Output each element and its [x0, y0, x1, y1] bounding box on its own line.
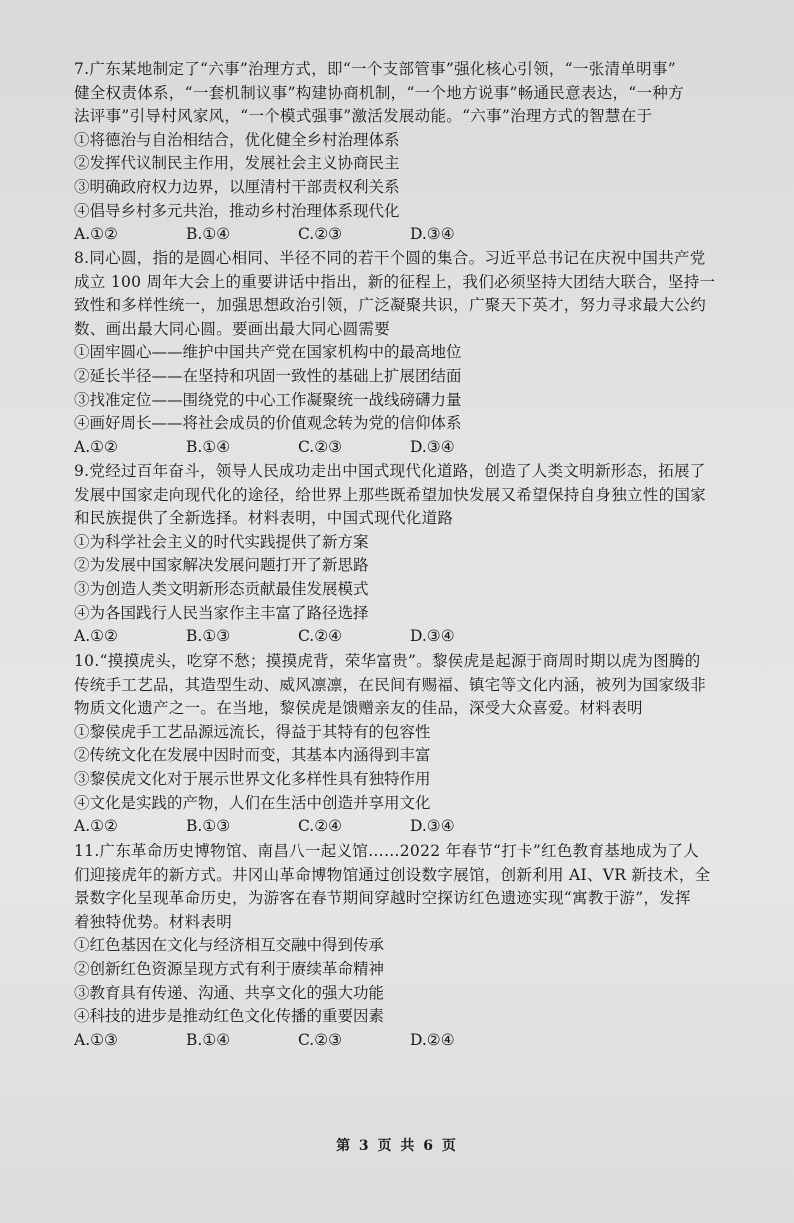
option-2: ②为发展中国家解决发展问题打开了新思路 — [74, 556, 369, 575]
answer-d: D.③④ — [410, 627, 455, 646]
answer-a: A.①② — [74, 817, 118, 836]
answer-d: D.③④ — [410, 817, 455, 836]
answer-d: D.③④ — [410, 225, 455, 244]
stem-line: 着独特优势。材料表明 — [74, 912, 233, 931]
answer-b: B.①③ — [186, 627, 231, 646]
option-4: ④文化是实践的产物，人们在生活中创造并享用文化 — [74, 793, 431, 812]
answer-a: A.①② — [74, 627, 118, 646]
option-1: ①将德治与自治相结合，优化健全乡村治理体系 — [74, 130, 400, 149]
option-3: ③黎侯虎文化对于展示世界文化多样性具有独特作用 — [74, 769, 431, 788]
option-4: ④倡导乡村多元共治，推动乡村治理体系现代化 — [74, 201, 400, 220]
answer-b: B.①④ — [186, 437, 231, 456]
stem-line: 9.党经过百年奋斗，领导人民成功走出中国式现代化道路，创造了人类文明新形态，拓展了 — [74, 462, 706, 480]
stem-line: 法评事”引导村风家风，“一个模式强事”激活发展动能。“六事”治理方式的智慧在于 — [74, 107, 653, 126]
option-1: ①红色基因在文化与经济相互交融中得到传承 — [74, 936, 385, 955]
option-2: ②延长半径——在坚持和巩固一致性的基础上扩展团结面 — [74, 366, 462, 385]
stem-line: 10.“摸摸虎头，吃穿不愁；摸摸虎背，荣华富贵”。黎侯虎是起源于商周时期以虎为图腾的 — [74, 652, 701, 670]
answer-a: A.①② — [74, 225, 118, 244]
question-stem — [74, 650, 724, 721]
question-8 — [74, 247, 724, 459]
question-10 — [74, 650, 724, 839]
option-3: ③明确政府权力边界，以厘清村干部责权利关系 — [74, 177, 400, 196]
answer-b: B.①③ — [186, 817, 231, 836]
stem-line: 致性和多样性统一，加强思想政治引领，广泛凝聚共识，广聚天下英才，努力寻求最大公约 — [74, 296, 707, 315]
answer-c: C.②③ — [298, 1030, 343, 1049]
answer-choices — [74, 625, 724, 649]
answer-b: B.①④ — [186, 225, 231, 244]
option-2: ②传统文化在发展中因时而变，其基本内涵得到丰富 — [74, 746, 431, 765]
question-stem — [74, 247, 724, 341]
answer-c: C.②④ — [298, 817, 343, 836]
stem-line: 景数字化呈现革命历史，为游客在春节期间穿越时空探访红色遗迹实现“寓教于游”，发挥 — [74, 889, 691, 908]
question-stem — [74, 840, 724, 934]
stem-line: 7.广东某地制定了“六事”治理方式，即“一个支部管事”强化核心引领，“一张清单明事” — [74, 60, 676, 78]
answer-choices — [74, 436, 724, 460]
option-4: ④为各国践行人民当家作主丰富了路径选择 — [74, 603, 369, 622]
stem-line: 数、画出最大同心圆。要画出最大同心圆需要 — [74, 319, 391, 338]
answer-c: C.②③ — [298, 225, 343, 244]
answer-a: A.①② — [74, 437, 118, 456]
stem-line: 发展中国家走向现代化的途径，给世界上那些既希望加快发展又希望保持自身独立性的国家 — [74, 485, 707, 504]
answer-choices — [74, 1029, 724, 1053]
answer-choices — [74, 223, 724, 247]
answer-b: B.①④ — [186, 1030, 231, 1049]
stem-line: 们迎接虎年的新方式。井冈山革命博物馆通过创设数字展馆，创新利用 AI、VR 新技术，全 — [74, 865, 711, 884]
option-4: ④科技的进步是推动红色文化传播的重要因素 — [74, 1007, 385, 1026]
page-number: 第 3 页 共 6 页 — [336, 1138, 458, 1154]
option-1: ①黎侯虎手工艺品源远流长，得益于其特有的包容性 — [74, 722, 431, 741]
option-4: ④画好周长——将社会成员的价值观念转为党的信仰体系 — [74, 414, 462, 433]
option-3: ③找准定位——围绕党的中心工作凝聚统一战线磅礴力量 — [74, 390, 462, 409]
option-3: ③教育具有传递、沟通、共享文化的强大功能 — [74, 983, 385, 1002]
answer-c: C.②③ — [298, 437, 343, 456]
option-3: ③为创造人类文明新形态贡献最佳发展模式 — [74, 579, 369, 598]
option-1: ①为科学社会主义的时代实践提供了新方案 — [74, 532, 369, 551]
option-2: ②创新红色资源呈现方式有利于赓续革命精神 — [74, 959, 385, 978]
question-stem — [74, 460, 724, 531]
answer-d: D.③④ — [410, 437, 455, 456]
stem-line: 和民族提供了全新选择。材料表明，中国式现代化道路 — [74, 509, 454, 528]
stem-line: 物质文化遗产之一。在当地，黎侯虎是馈赠亲友的佳品，深受大众喜爱。材料表明 — [74, 699, 643, 718]
option-2: ②发挥代议制民主作用，发展社会主义协商民主 — [74, 154, 400, 173]
answer-c: C.②④ — [298, 627, 343, 646]
stem-line: 健全权责体系，“一套机制议事”构建协商机制，“一个地方说事”畅通民意表达，“一种方 — [74, 83, 684, 102]
question-stem — [74, 58, 724, 129]
option-1: ①固牢圆心——维护中国共产党在国家机构中的最高地位 — [74, 343, 462, 362]
stem-line: 传统手工艺品，其造型生动、威风凛凛，在民间有赐福、镇宅等文化内涵，被列为国家级非 — [74, 675, 707, 694]
answer-choices — [74, 815, 724, 839]
stem-line: 成立 100 周年大会上的重要讲话中指出，新的征程上，我们必须坚持大团结大联合，坚持一 — [74, 272, 716, 291]
question-9 — [74, 460, 724, 649]
stem-line: 8.同心圆，指的是圆心相同、半径不同的若干个圆的集合。习近平总书记在庆祝中国共产党 — [74, 249, 706, 267]
stem-line: 11.广东革命历史博物馆、南昌八一起义馆……2022 年春节“打卡”红色教育基地成为了人 — [74, 842, 700, 860]
question-7 — [74, 58, 724, 247]
answer-d: D.②④ — [410, 1030, 455, 1049]
question-11 — [74, 840, 724, 1052]
answer-a: A.①③ — [74, 1030, 118, 1049]
